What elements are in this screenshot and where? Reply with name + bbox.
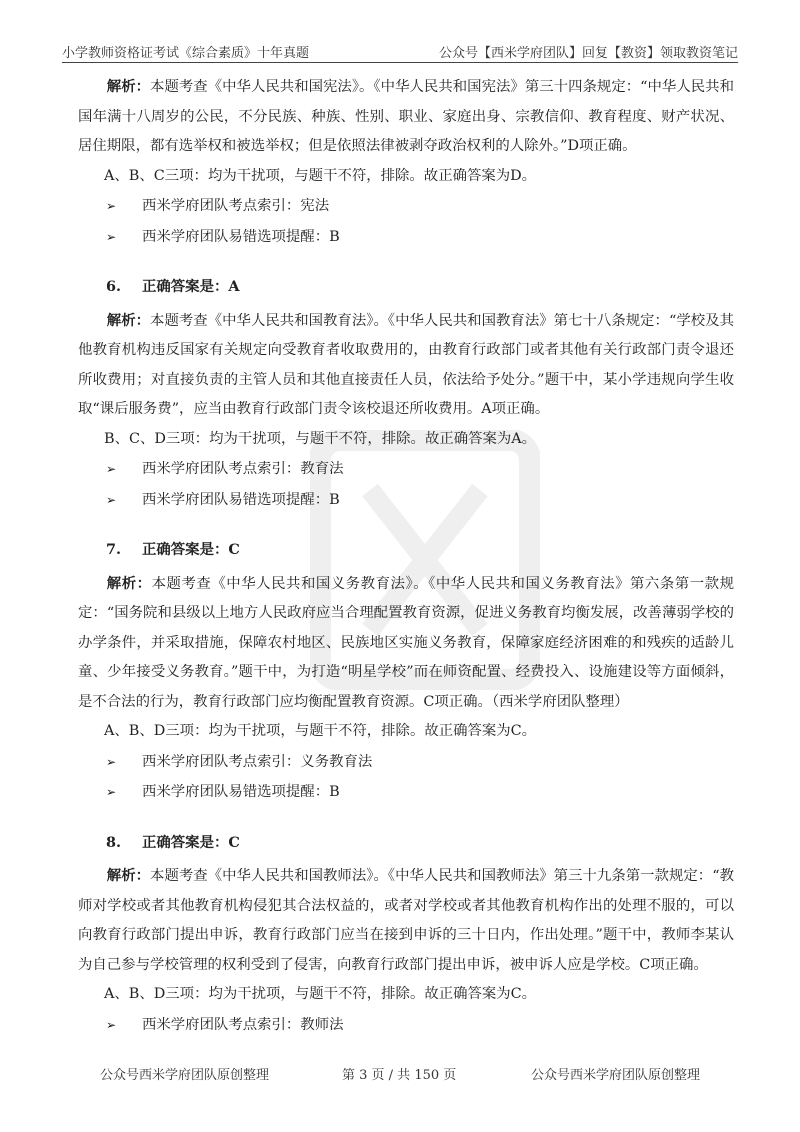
footer-left-text: 公众号西米学府团队原创整理 <box>100 1068 270 1083</box>
analysis-paragraph <box>78 72 734 162</box>
answer-title: 正确答案是：C <box>142 833 240 851</box>
bullet-item <box>78 1011 734 1041</box>
others-text: 均为干扰项，与题干不符，排除。故正确答案为C。 <box>208 723 537 739</box>
bullet-text: 西米学府团队易错选项提醒：B <box>142 784 340 800</box>
others-text: 均为干扰项，与题干不符，排除。故正确答案为C。 <box>208 986 537 1002</box>
others-label: A、B、D三项： <box>104 986 209 1002</box>
arrow-bullet-icon: ➢ <box>106 229 117 244</box>
others-label: A、B、D三项： <box>104 723 209 739</box>
answer-title: 正确答案是：A <box>142 278 240 295</box>
page-content <box>78 72 734 1040</box>
bullet-item <box>78 748 734 778</box>
question-number: 7. <box>106 541 122 558</box>
analysis-label: 解析： <box>106 311 151 329</box>
bullet-text: 西米学府团队考点索引：宪法 <box>142 198 330 214</box>
others-text: 均为干扰项，与题干不符，排除。故正确答案为A。 <box>209 430 537 447</box>
others-text: 均为干扰项，与题干不符，排除。故正确答案为D。 <box>207 167 537 184</box>
question-number: 8. <box>106 833 122 851</box>
analysis-paragraph <box>78 861 734 980</box>
page-header <box>62 40 738 63</box>
others-line <box>78 425 734 455</box>
page-number: 第 3 页 / 共 150 页 <box>342 1068 457 1083</box>
question-answer-heading <box>78 535 734 565</box>
arrow-bullet-icon: ➢ <box>106 199 117 213</box>
others-line <box>78 717 734 747</box>
question-number: 6. <box>106 278 122 295</box>
bullet-text: 西米学府团队易错选项提醒：B <box>142 491 340 508</box>
bullet-item <box>78 455 734 485</box>
analysis-text: 本题考查《中华人民共和国教师法》。《中华人民共和国教师法》第三十九条第一款规定：“教师对学校或者其他教育机构侵犯其合法权益的，或者对学校或者其他教育机构作出的处理不服的，可以向教育行政部门提出申诉，教育行政部门应当在接到申诉的三十日内，作出处理。”题干中，教师李某认为自己参与学校管理的权利受到了侵害，向教育行政部门提出申诉，被申诉人应是学校。C项正确。 <box>78 868 734 973</box>
analysis-paragraph <box>78 306 734 425</box>
others-label: B、C、D三项： <box>104 430 210 447</box>
bullet-text: 西米学府团队考点索引：教育法 <box>142 461 344 477</box>
question-answer-heading <box>78 828 734 858</box>
bullet-text: 西米学府团队考点索引：教师法 <box>142 1016 344 1033</box>
header-left-text: 小学教师资格证考试《综合素质》十年真题 <box>62 46 310 61</box>
footer-right-text: 公众号西米学府团队原创整理 <box>530 1068 700 1083</box>
arrow-bullet-icon: ➢ <box>106 785 117 799</box>
others-line <box>78 980 734 1010</box>
answer-title: 正确答案是：C <box>142 541 240 558</box>
arrow-bullet-icon: ➢ <box>106 462 117 476</box>
analysis-label: 解析： <box>106 78 151 95</box>
bullet-item <box>78 223 734 253</box>
analysis-text: 本题考查《中华人民共和国教育法》。《中华人民共和国教育法》第七十八条规定：“学校及其他教育机构违反国家有关规定向受教育者收取费用的，由教育行政部门或者其他有关行政部门责令退还所收费用；对直接负责的主管人员和其他直接责任人员，依法给予处分。”题干中，某小学违规向学生收取“课后服务费”，应当由教育行政部门责令该校退还所收费用。A项正确。 <box>78 312 734 417</box>
bullet-text: 西米学府团队考点索引：义务教育法 <box>142 753 373 770</box>
others-line <box>78 162 734 192</box>
bullet-item <box>78 778 734 808</box>
analysis-text: 本题考查《中华人民共和国宪法》。《中华人民共和国宪法》第三十四条规定：“中华人民共和国年满十八周岁的公民，不分民族、种族、性别、职业、家庭出身、宗教信仰、教育程度、财产状况、居住期限，都有选举权和被选举权；但是依照法律被剥夺政治权利的人除外。”D项正确。 <box>78 79 734 154</box>
bullet-text: 西米学府团队易错选项提醒：B <box>142 228 340 245</box>
analysis-paragraph <box>78 569 734 718</box>
bullet-item <box>78 192 734 222</box>
header-right-text: 公众号【西米学府团队】回复【教资】领取教资笔记 <box>438 46 738 61</box>
arrow-bullet-icon: ➢ <box>106 1017 117 1032</box>
analysis-text: 本题考查《中华人民共和国义务教育法》。《中华人民共和国义务教育法》第六条第一款规定：“国务院和县级以上地方人民政府应当合理配置教育资源，促进义务教育均衡发展，改善薄弱学校的办学条件，并采取措施，保障农村地区、民族地区实施义务教育，保障家庭经济困难的和残疾的适龄儿童、少年接受义务教育。”题干中，为打造“明星学校”而在师资配置、经费投入、设施建设等方面倾斜，是不合法的行为，教育行政部门应均衡配置教育资源。C项正确。（西米学府团队整理） <box>78 575 734 710</box>
arrow-bullet-icon: ➢ <box>106 754 117 769</box>
question-answer-heading <box>78 272 734 302</box>
bullet-item <box>78 486 734 516</box>
analysis-label: 解析： <box>106 867 151 884</box>
analysis-label: 解析： <box>106 574 152 592</box>
arrow-bullet-icon: ➢ <box>106 492 117 507</box>
others-label: A、B、C三项： <box>104 167 208 184</box>
